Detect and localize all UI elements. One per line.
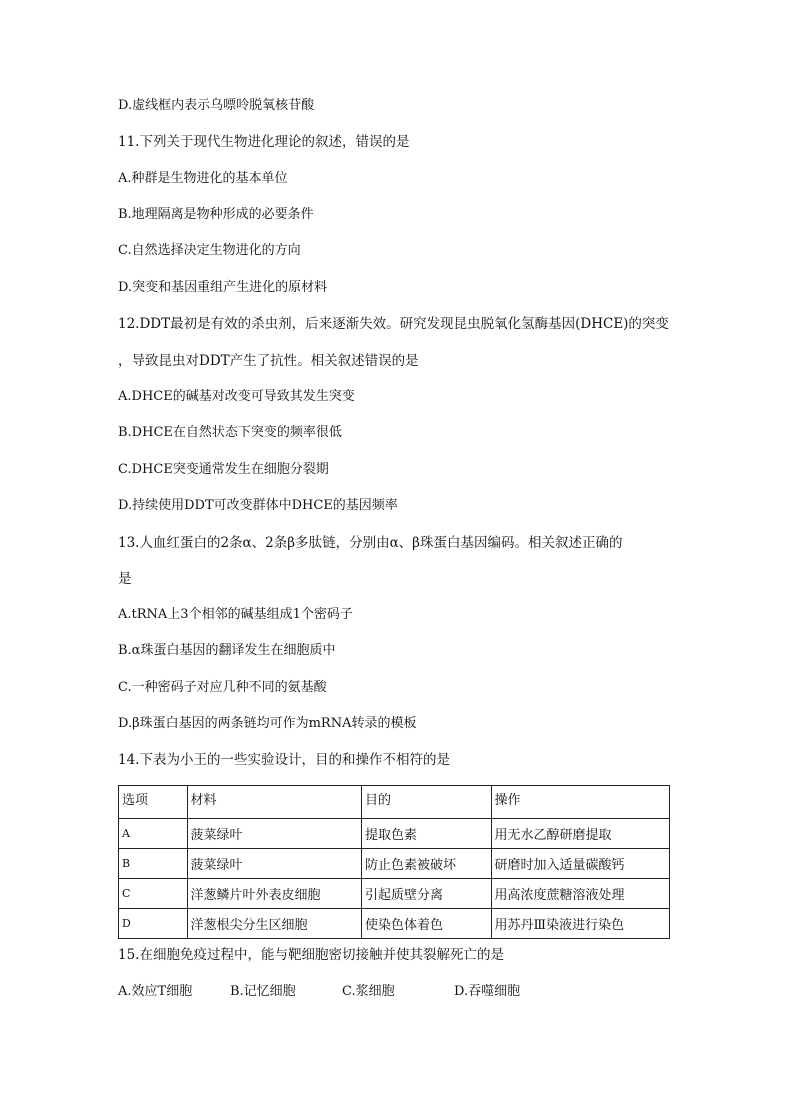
table-cell: 用无水乙醇研磨提取 <box>491 819 669 849</box>
q11-option-b: B.地理隔离是物种形成的必要条件 <box>118 207 314 222</box>
q15-option-c: C.浆细胞 <box>342 984 395 999</box>
q15-option-a: A.效应T细胞 <box>118 984 193 999</box>
table-cell: 引起质壁分离 <box>361 879 491 909</box>
q12-option-d: D.持续使用DDT可改变群体中DHCE的基因频率 <box>118 498 398 513</box>
q11-option-c: C.自然选择决定生物进化的方向 <box>118 243 301 258</box>
table-cell: 菠菜绿叶 <box>187 819 361 849</box>
table-cell: D <box>119 909 188 939</box>
table-cell: C <box>119 879 188 909</box>
question-12-line1: 12.DDT最初是有效的杀虫剂，后来逐渐失效。研究发现昆虫脱氧化氢酶基因(DHCE)的突变 <box>118 316 669 332</box>
q13-option-c: C.一种密码子对应几种不同的氨基酸 <box>118 680 327 695</box>
question-12-line2: ，导致昆虫对DDT产生了抗性。相关叙述错误的是 <box>118 353 419 369</box>
table-cell: 使染色体着色 <box>361 909 491 939</box>
table-cell: 用苏丹Ⅲ染液进行染色 <box>491 909 669 939</box>
table-header: 材料 <box>187 786 361 819</box>
table-row <box>119 879 670 909</box>
table-cell: 提取色素 <box>361 819 491 849</box>
q10-option-d: D.虚线框内表示乌嘌呤脱氧核苷酸 <box>118 98 315 113</box>
experiment-table <box>118 785 670 939</box>
table-cell: 防止色素被破坏 <box>361 849 491 879</box>
table-cell: 菠菜绿叶 <box>187 849 361 879</box>
q12-option-a: A.DHCE的碱基对改变可导致其发生突变 <box>118 389 355 404</box>
q13-option-b: B.α珠蛋白基因的翻译发生在细胞质中 <box>118 643 336 658</box>
table-cell: A <box>119 819 188 849</box>
q12-option-b: B.DHCE在自然状态下突变的频率很低 <box>118 425 342 440</box>
q11-option-a: A.种群是生物进化的基本单位 <box>118 171 288 186</box>
q15-option-d: D.吞噬细胞 <box>454 984 521 999</box>
table-row <box>119 909 670 939</box>
table-header: 选项 <box>119 786 188 819</box>
q12-option-c: C.DHCE突变通常发生在细胞分裂期 <box>118 462 329 477</box>
question-13-line1: 13.人血红蛋白的2条α、2条β多肽链，分别由α、β珠蛋白基因编码。相关叙述正确的 <box>118 535 623 551</box>
table-cell: 洋葱鳞片叶外表皮细胞 <box>187 879 361 909</box>
question-14: 14.下表为小王的一些实验设计，目的和操作不相符的是 <box>118 752 450 768</box>
question-13-line2: 是 <box>118 571 132 587</box>
q15-options <box>118 983 520 1001</box>
q13-option-d: D.β珠蛋白基因的两条链均可作为mRNA转录的模板 <box>118 716 417 731</box>
question-11: 11.下列关于现代生物进化理论的叙述，错误的是 <box>118 134 410 150</box>
table-header-row <box>119 786 670 819</box>
table-cell: 洋葱根尖分生区细胞 <box>187 909 361 939</box>
table-row <box>119 849 670 879</box>
table-header: 操作 <box>491 786 669 819</box>
table-cell: B <box>119 849 188 879</box>
table-row <box>119 819 670 849</box>
q15-option-b: B.记忆细胞 <box>230 984 296 999</box>
question-15: 15.在细胞免疫过程中，能与靶细胞密切接触并使其裂解死亡的是 <box>118 947 504 963</box>
table-header: 目的 <box>361 786 491 819</box>
table-cell: 研磨时加入适量碳酸钙 <box>491 849 669 879</box>
q11-option-d: D.突变和基因重组产生进化的原材料 <box>118 280 328 295</box>
table-cell: 用高浓度蔗糖溶液处理 <box>491 879 669 909</box>
q13-option-a: A.tRNA上3个相邻的碱基组成1个密码子 <box>118 607 353 622</box>
